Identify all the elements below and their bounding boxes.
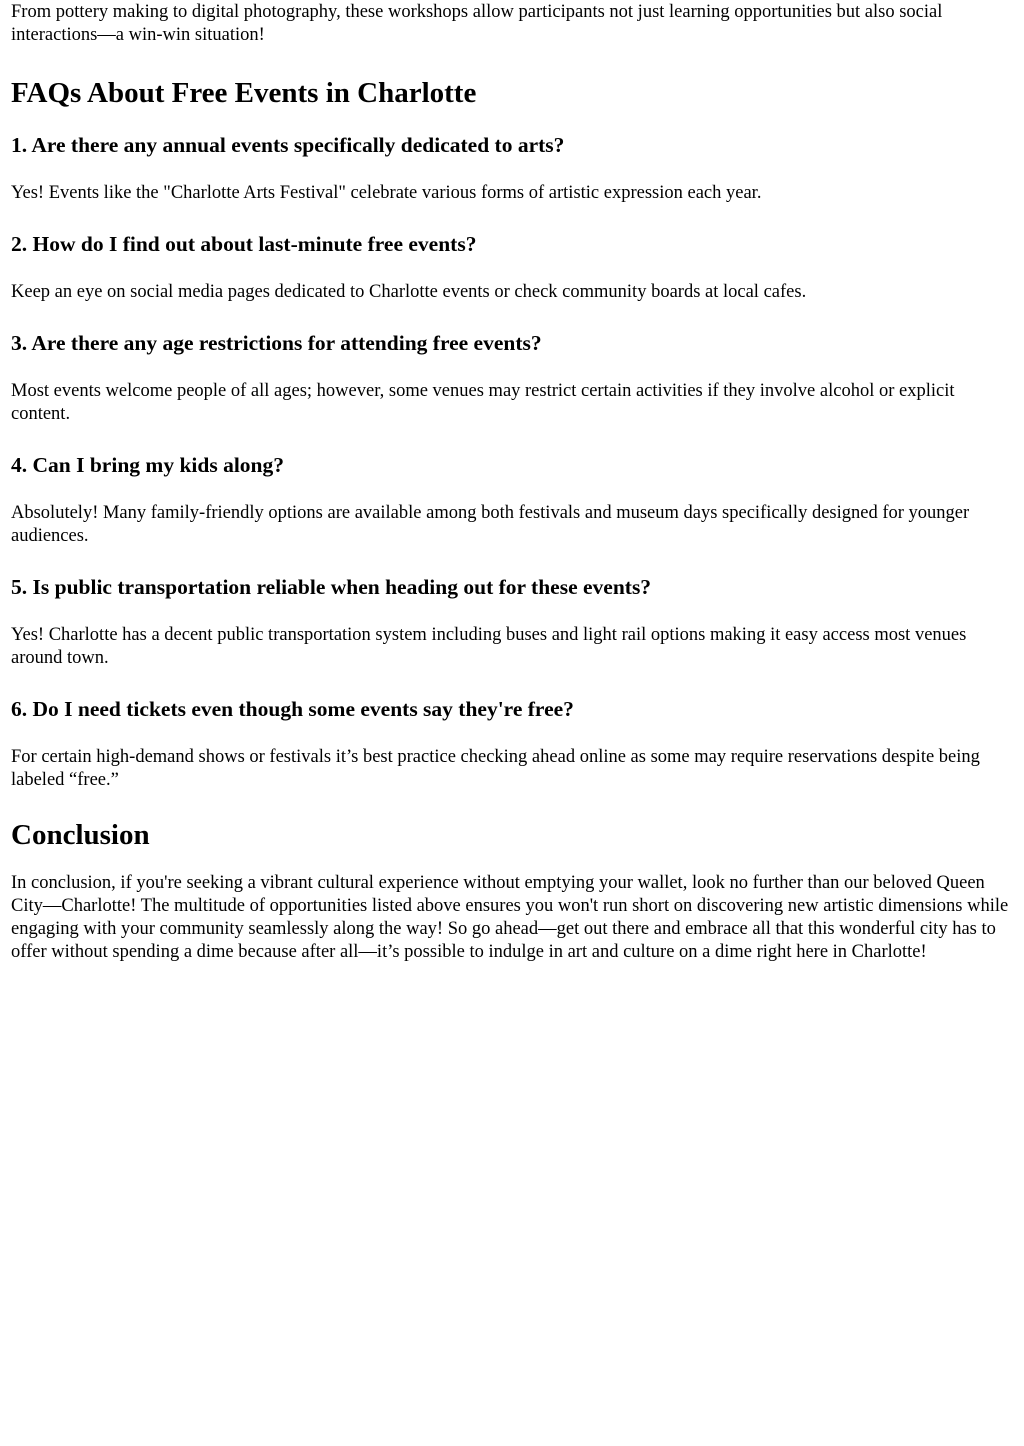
faq-answer-3: Most events welcome people of all ages; however, some venues may restrict certain activities if they involve alcohol or explicit content. [11,381,955,424]
faq-question-1: 1. Are there any annual events specifically dedicated to arts? [11,133,565,157]
faq-heading: FAQs About Free Events in Charlotte [11,77,477,109]
faq-answer-5: Yes! Charlotte has a decent public transportation system including buses and light rail options making it easy access most venues around town. [11,625,967,668]
faq-list [11,132,1014,792]
faq-question-4: 4. Can I bring my kids along? [11,453,285,477]
faq-question-3: 3. Are there any age restrictions for attending free events? [11,331,542,355]
faq-answer-2: Keep an eye on social media pages dedicated to Charlotte events or check community boards at local cafes. [11,282,807,302]
faq-question-2: 2. How do I find out about last-minute free events? [11,232,477,256]
conclusion-heading: Conclusion [11,819,150,851]
faq-answer-1: Yes! Events like the "Charlotte Arts Festival" celebrate various forms of artistic expression each year. [11,183,762,203]
faq-answer-6: For certain high-demand shows or festivals it’s best practice checking ahead online as some may require reservations despite being labeled “free.” [11,747,980,790]
faq-question-5: 5. Is public transportation reliable when heading out for these events? [11,575,652,599]
intro-paragraph: From pottery making to digital photography, these workshops allow participants not just learning opportunities but also social interactions—a win-win situation! [11,2,943,45]
conclusion-paragraph: In conclusion, if you're seeking a vibrant cultural experience without emptying your wallet, look no further than our beloved Queen City—Charlotte! The multitude of opportunities listed above ensures you won't run short on discovering new artistic dimensions while engaging with your community seamlessly along the way! So go ahead—get out there and embrace all that this wonderful city has to offer without spending a dime because after all—it’s possible to indulge in art and culture on a dime right here in Charlotte! [11,873,1009,962]
faq-question-6: 6. Do I need tickets even though some events say they're free? [11,697,574,721]
faq-answer-4: Absolutely! Many family-friendly options are available among both festivals and museum days specifically designed for younger audiences. [11,503,970,546]
